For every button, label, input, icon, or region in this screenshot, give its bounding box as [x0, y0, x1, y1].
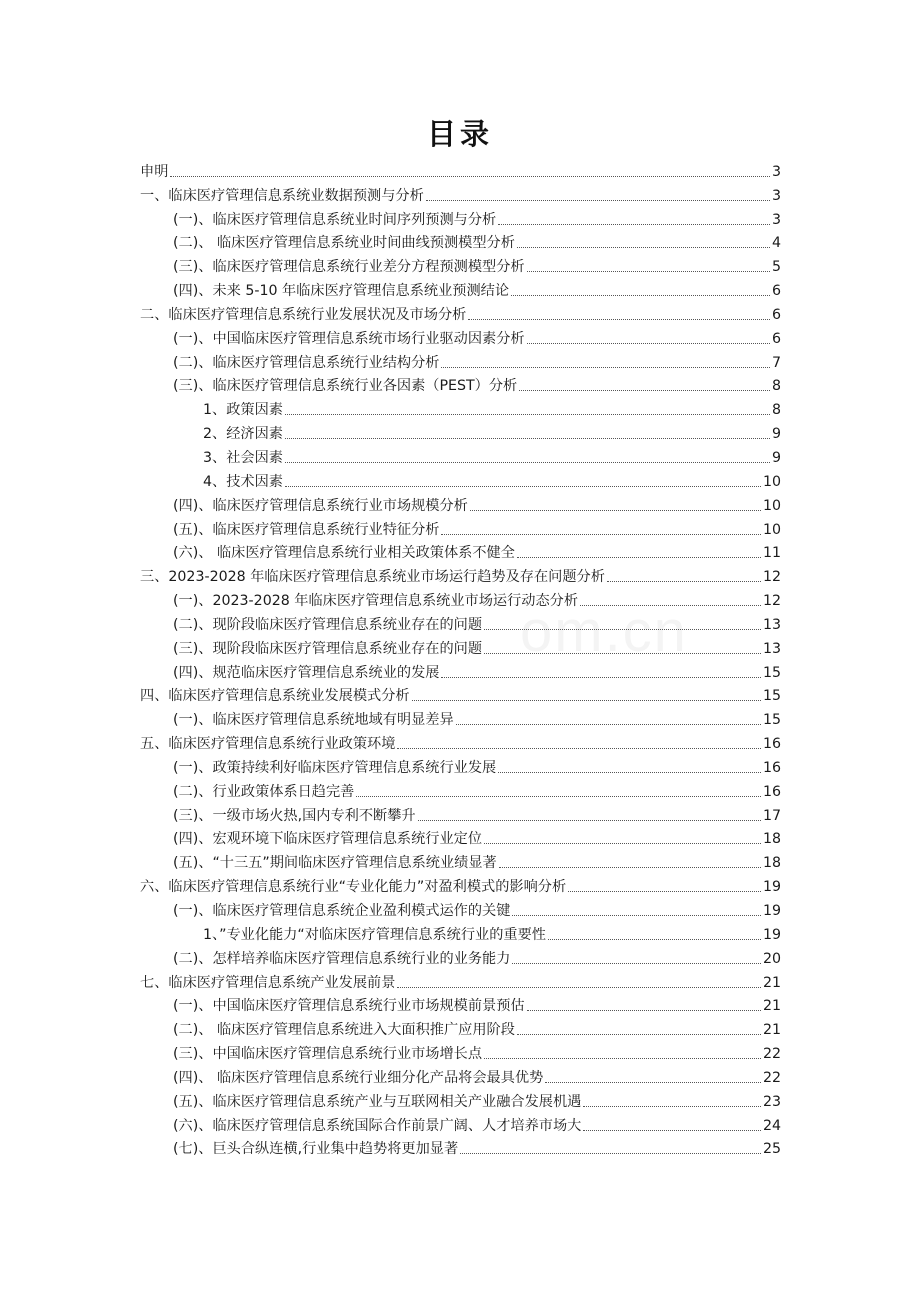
toc-entry[interactable]	[140, 492, 781, 516]
toc-entry[interactable]	[140, 802, 781, 826]
dot-leader	[517, 557, 761, 558]
toc-entry-label: (三)、一级市场火热,国内专利不断攀升	[173, 807, 416, 824]
dot-leader	[499, 867, 761, 868]
watermark: om.cn	[520, 599, 688, 664]
toc-entry-page: 21	[762, 974, 781, 991]
toc-entry[interactable]	[140, 1064, 781, 1088]
toc-entry-label: (二)、临床医疗管理信息系统行业结构分析	[173, 354, 440, 371]
toc-entry[interactable]	[140, 468, 781, 492]
toc-entry[interactable]	[140, 587, 781, 611]
toc-entry-page: 6	[771, 283, 781, 300]
dot-leader	[285, 438, 770, 439]
toc-entry[interactable]	[140, 158, 781, 182]
toc-entry-label: 1、政策因素	[203, 402, 283, 419]
dot-leader	[470, 510, 761, 511]
toc-entry[interactable]	[140, 1040, 781, 1064]
dot-leader	[498, 772, 761, 773]
toc-entry-page: 19	[762, 903, 781, 919]
dot-leader	[498, 224, 770, 225]
toc-entry-page: 15	[762, 688, 781, 705]
toc-entry-page: 10	[762, 521, 781, 538]
table-of-contents	[140, 158, 781, 1159]
toc-entry-label: 五、临床医疗管理信息系统行业政策环境	[140, 736, 396, 753]
dot-leader	[607, 581, 761, 582]
toc-entry[interactable]	[140, 253, 781, 277]
toc-entry-page: 18	[762, 831, 781, 848]
toc-entry-label: (二)、 临床医疗管理信息系统业时间曲线预测模型分析	[173, 235, 515, 252]
toc-entry-label: (一)、临床医疗管理信息系统企业盈利模式运作的关键	[173, 903, 511, 919]
toc-entry[interactable]	[140, 206, 781, 230]
toc-entry[interactable]	[140, 1112, 781, 1136]
toc-entry-label: 1、”专业化能力“对临床医疗管理信息系统行业的重要性	[203, 926, 546, 943]
dot-leader	[441, 534, 760, 535]
toc-entry-page: 7	[771, 354, 781, 371]
dot-leader	[468, 319, 770, 320]
toc-entry-page: 21	[762, 1022, 781, 1039]
toc-entry-label: (二)、怎样培养临床医疗管理信息系统行业的业务能力	[173, 950, 511, 967]
toc-entry[interactable]	[140, 993, 781, 1017]
toc-entry-page: 12	[762, 593, 781, 610]
toc-entry-page: 6	[771, 330, 781, 347]
dot-leader	[397, 748, 761, 749]
toc-entry-page: 10	[762, 473, 781, 490]
dot-leader	[527, 271, 770, 272]
toc-entry[interactable]	[140, 921, 781, 945]
toc-entry-label: (四)、 临床医疗管理信息系统行业细分化产品将会最具优势	[173, 1069, 544, 1086]
toc-entry[interactable]	[140, 659, 781, 683]
toc-entry-label: (二)、 临床医疗管理信息系统进入大面积推广应用阶段	[173, 1022, 515, 1039]
toc-entry[interactable]	[140, 230, 781, 254]
dot-leader	[441, 677, 760, 678]
toc-entry-label: 申明	[140, 163, 169, 180]
dot-leader	[484, 629, 761, 630]
toc-entry-page: 3	[771, 163, 781, 180]
toc-entry[interactable]	[140, 945, 781, 969]
toc-entry-page: 25	[762, 1141, 781, 1158]
toc-entry[interactable]	[140, 396, 781, 420]
toc-entry-label: (三)、现阶段临床医疗管理信息系统业存在的问题	[173, 640, 483, 657]
toc-entry[interactable]	[140, 826, 781, 850]
dot-leader	[460, 1153, 761, 1154]
dot-leader	[484, 843, 761, 844]
toc-entry-page: 11	[762, 545, 781, 562]
toc-entry-page: 4	[771, 235, 781, 252]
dot-leader	[484, 1058, 761, 1059]
toc-entry-page: 17	[762, 807, 781, 824]
toc-entry-page: 13	[762, 640, 781, 657]
toc-entry[interactable]	[140, 611, 781, 635]
toc-entry-label: (一)、中国临床医疗管理信息系统行业市场规模前景预估	[173, 998, 525, 1015]
dot-leader	[512, 915, 761, 916]
toc-entry-label: (一)、临床医疗管理信息系统地域有明显差异	[173, 712, 454, 729]
toc-entry-label: (三)、临床医疗管理信息系统行业各因素（PEST）分析	[173, 378, 518, 395]
toc-entry-label: (一)、2023-2028 年临床医疗管理信息系统业市场运行动态分析	[173, 593, 579, 610]
toc-entry-page: 22	[762, 1046, 781, 1063]
toc-entry-page: 21	[762, 998, 781, 1015]
toc-entry[interactable]	[140, 325, 781, 349]
dot-leader	[548, 939, 761, 940]
toc-entry[interactable]	[140, 969, 781, 993]
toc-entry-page: 9	[771, 449, 781, 466]
dot-leader	[517, 1034, 761, 1035]
dot-leader	[517, 247, 770, 248]
toc-entry-label: (六)、 临床医疗管理信息系统行业相关政策体系不健全	[173, 545, 515, 562]
toc-entry-label: 2、经济因素	[203, 426, 283, 443]
toc-entry-page: 16	[762, 783, 781, 800]
toc-entry-label: 一、临床医疗管理信息系统业数据预测与分析	[140, 187, 424, 204]
toc-entry[interactable]	[140, 1088, 781, 1112]
dot-leader	[441, 367, 770, 368]
dot-leader	[527, 343, 770, 344]
dot-leader	[511, 295, 770, 296]
toc-entry[interactable]	[140, 301, 781, 325]
dot-leader	[170, 176, 770, 177]
toc-entry[interactable]	[140, 516, 781, 540]
toc-entry[interactable]	[140, 182, 781, 206]
toc-entry-label: (一)、政策持续利好临床医疗管理信息系统行业发展	[173, 759, 497, 776]
toc-entry-label: 3、社会因素	[203, 449, 283, 466]
toc-entry-page: 6	[771, 306, 781, 323]
dot-leader	[397, 987, 761, 988]
toc-entry-page: 13	[762, 616, 781, 633]
toc-entry-page: 19	[762, 879, 781, 896]
toc-entry[interactable]	[140, 706, 781, 730]
toc-entry[interactable]	[140, 1016, 781, 1040]
toc-entry-page: 23	[762, 1093, 781, 1110]
toc-entry-label: 七、临床医疗管理信息系统产业发展前景	[140, 974, 396, 991]
toc-entry[interactable]	[140, 778, 781, 802]
toc-entry-label: (五)、临床医疗管理信息系统行业特征分析	[173, 521, 440, 538]
toc-entry-label: (一)、中国临床医疗管理信息系统市场行业驱动因素分析	[173, 330, 525, 347]
toc-entry[interactable]	[140, 1136, 781, 1160]
toc-entry-label: 二、临床医疗管理信息系统行业发展状况及市场分析	[140, 306, 467, 323]
dot-leader	[456, 724, 761, 725]
dot-leader	[285, 462, 770, 463]
toc-entry-label: (四)、未来 5-10 年临床医疗管理信息系统业预测结论	[173, 283, 510, 300]
dot-leader	[568, 891, 761, 892]
dot-leader	[512, 963, 761, 964]
toc-entry[interactable]	[140, 277, 781, 301]
toc-entry-page: 12	[762, 569, 781, 586]
dot-leader	[426, 200, 770, 201]
toc-entry-page: 16	[762, 736, 781, 753]
toc-entry-page: 8	[771, 378, 781, 395]
toc-entry-page: 9	[771, 426, 781, 443]
toc-entry[interactable]	[140, 849, 781, 873]
toc-entry-page: 24	[762, 1117, 781, 1134]
toc-entry-page: 15	[762, 664, 781, 681]
toc-entry-label: (四)、宏观环境下临床医疗管理信息系统行业定位	[173, 831, 483, 848]
toc-entry-page: 3	[771, 211, 781, 228]
toc-entry[interactable]	[140, 683, 781, 707]
toc-entry[interactable]	[140, 444, 781, 468]
toc-entry-label: 三、2023-2028 年临床医疗管理信息系统业市场运行趋势及存在问题分析	[140, 569, 605, 586]
toc-entry-page: 18	[762, 855, 781, 872]
dot-leader	[356, 796, 761, 797]
dot-leader	[545, 1082, 761, 1083]
toc-entry-page: 3	[771, 187, 781, 204]
dot-leader	[580, 605, 761, 606]
toc-entry[interactable]	[140, 349, 781, 373]
toc-entry[interactable]	[140, 754, 781, 778]
dot-leader	[285, 486, 761, 487]
toc-entry-label: (七)、巨头合纵连横,行业集中趋势将更加显著	[173, 1141, 459, 1158]
dot-leader	[519, 390, 770, 391]
dot-leader	[484, 653, 761, 654]
toc-entry-page: 22	[762, 1069, 781, 1086]
toc-entry-label: (二)、行业政策体系日趋完善	[173, 783, 355, 800]
toc-entry[interactable]	[140, 873, 781, 897]
toc-entry[interactable]	[140, 635, 781, 659]
toc-entry-label: 六、临床医疗管理信息系统行业“专业化能力”对盈利模式的影响分析	[140, 879, 567, 896]
toc-entry-page: 16	[762, 759, 781, 776]
dot-leader	[583, 1106, 761, 1107]
toc-entry-page: 20	[762, 950, 781, 967]
toc-entry[interactable]	[140, 420, 781, 444]
toc-title: 目录	[426, 117, 493, 151]
dot-leader	[418, 820, 761, 821]
toc-entry-label: (五)、临床医疗管理信息系统产业与互联网相关产业融合发展机遇	[173, 1093, 582, 1110]
toc-entry-label: (六)、临床医疗管理信息系统国际合作前景广阔、人才培养市场大	[173, 1117, 582, 1134]
toc-entry[interactable]	[140, 563, 781, 587]
toc-entry[interactable]	[140, 373, 781, 397]
toc-entry-label: (一)、临床医疗管理信息系统业时间序列预测与分析	[173, 211, 497, 228]
toc-entry-label: 4、技术因素	[203, 473, 283, 490]
toc-entry[interactable]	[140, 730, 781, 754]
toc-entry-page: 10	[762, 497, 781, 514]
toc-entry-page: 5	[771, 259, 781, 276]
toc-entry-label: (四)、规范临床医疗管理信息系统业的发展	[173, 664, 440, 681]
toc-entry-label: 四、临床医疗管理信息系统业发展模式分析	[140, 688, 410, 705]
toc-entry[interactable]	[140, 540, 781, 564]
toc-entry-page: 19	[762, 926, 781, 943]
dot-leader	[527, 1010, 761, 1011]
toc-entry-label: (四)、临床医疗管理信息系统行业市场规模分析	[173, 497, 468, 514]
toc-entry-label: (二)、现阶段临床医疗管理信息系统业存在的问题	[173, 616, 483, 633]
dot-leader	[285, 414, 770, 415]
toc-entry[interactable]	[140, 897, 781, 921]
dot-leader	[583, 1130, 761, 1131]
toc-entry-label: (三)、临床医疗管理信息系统行业差分方程预测模型分析	[173, 259, 525, 276]
toc-entry-page: 8	[771, 402, 781, 419]
toc-entry-page: 15	[762, 712, 781, 729]
dot-leader	[412, 700, 761, 701]
toc-entry-label: (三)、中国临床医疗管理信息系统行业市场增长点	[173, 1046, 483, 1063]
toc-entry-label: (五)、“十三五”期间临床医疗管理信息系统业绩显著	[173, 855, 497, 872]
